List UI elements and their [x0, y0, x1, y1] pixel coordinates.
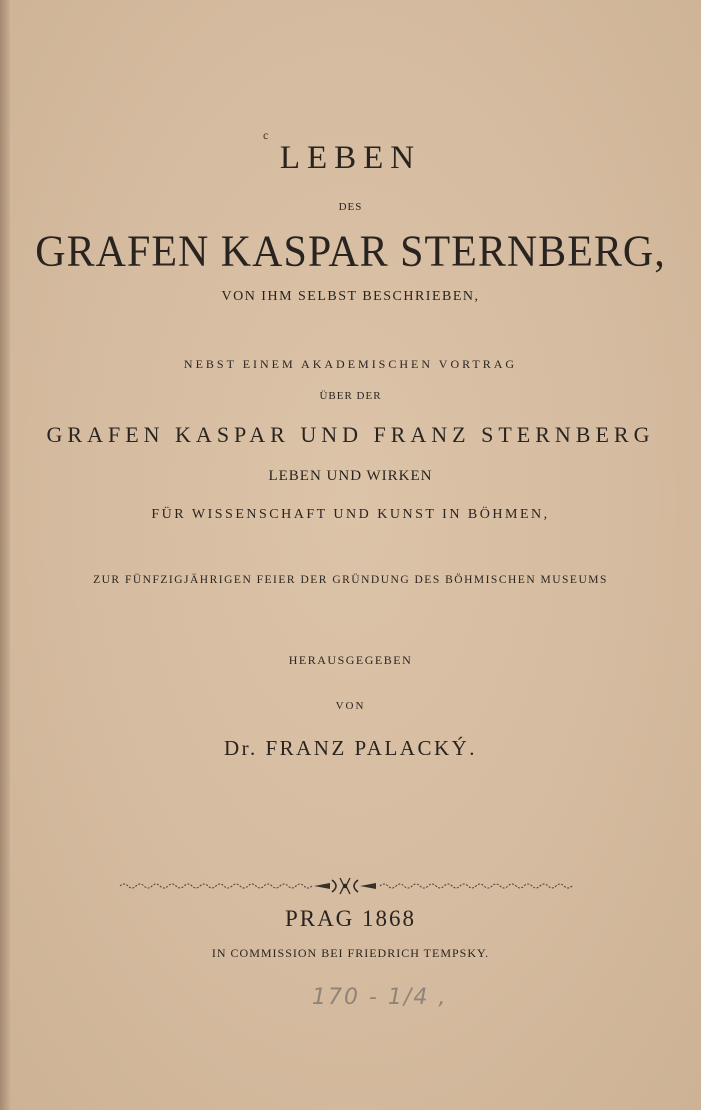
leben-wirken-line: LEBEN UND WIRKEN — [268, 468, 433, 484]
ueber-line: ÜBER DER — [319, 390, 382, 402]
word-des: DES — [338, 201, 363, 213]
occasion-line: ZUR FÜNFZIGJÄHRIGEN FEIER DER GRÜNDUNG DES BÖHMISCHEN MUSEUMS — [93, 574, 608, 586]
place-year: PRAG 1868 — [284, 906, 417, 931]
second-title: GRAFEN KASPAR UND FRANZ STERNBERG — [46, 422, 655, 447]
heading-leben: LEBEN — [279, 140, 422, 176]
publisher-line: IN COMMISSION BEI FRIEDRICH TEMPSKY. — [211, 946, 490, 960]
author-name: Dr. FRANZ PALACKÝ. — [223, 736, 478, 760]
subtitle: VON IHM SELBST BESCHRIEBEN, — [221, 289, 480, 304]
main-title: GRAFEN KASPAR STERNBERG, — [35, 227, 666, 277]
von-line: VON — [335, 700, 366, 712]
nebst-line: NEBST EINEM AKADEMISCHEN VORTRAG — [183, 357, 518, 371]
fuer-line: FÜR WISSENSCHAFT UND KUNST IN BÖHMEN, — [151, 507, 550, 522]
handwritten-shelfmark: 170 - 1/4 , — [312, 985, 448, 1010]
ornament-rule — [118, 876, 573, 896]
pencil-mark: c — [263, 128, 269, 142]
herausgegeben-line: HERAUSGEGEBEN — [288, 653, 413, 667]
